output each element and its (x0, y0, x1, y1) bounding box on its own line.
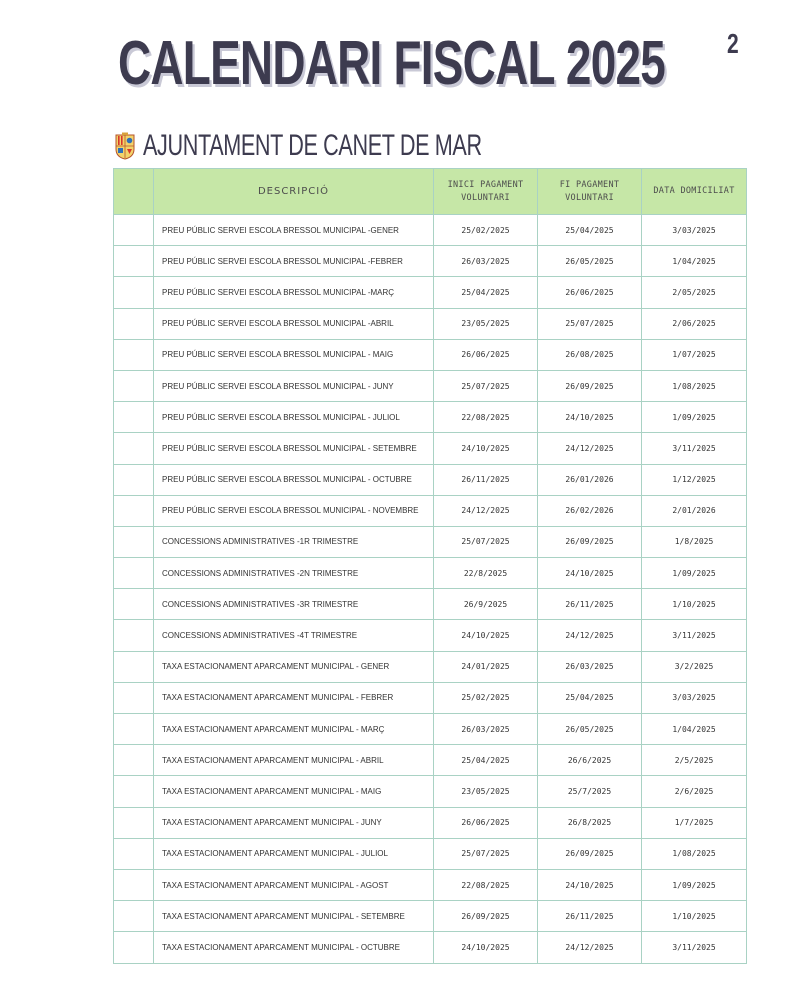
row-marker-cell (114, 807, 154, 838)
column-header-direct-debit-date: DATA DOMICILIAT (642, 169, 747, 215)
start-date-cell: 26/9/2025 (434, 589, 538, 620)
direct-debit-date-cell: 2/05/2025 (642, 277, 747, 308)
row-marker-cell (114, 402, 154, 433)
description-cell: TAXA ESTACIONAMENT APARCAMENT MUNICIPAL - MAIG (154, 776, 434, 807)
end-date-cell: 24/10/2025 (538, 402, 642, 433)
end-date-cell: 26/09/2025 (538, 526, 642, 557)
end-date-cell: 26/8/2025 (538, 807, 642, 838)
start-date-cell: 25/07/2025 (434, 838, 538, 869)
end-date-cell: 26/09/2025 (538, 838, 642, 869)
start-date-cell: 26/03/2025 (434, 714, 538, 745)
description-cell: PREU PÚBLIC SERVEI ESCOLA BRESSOL MUNICIPAL - SETEMBRE (154, 433, 434, 464)
description-cell: TAXA ESTACIONAMENT APARCAMENT MUNICIPAL - OCTUBRE (154, 932, 434, 963)
description-cell: TAXA ESTACIONAMENT APARCAMENT MUNICIPAL - ABRIL (154, 745, 434, 776)
description-cell: TAXA ESTACIONAMENT APARCAMENT MUNICIPAL - JULIOL (154, 838, 434, 869)
start-date-cell: 24/10/2025 (434, 620, 538, 651)
row-marker-cell (114, 776, 154, 807)
table-row (114, 901, 747, 932)
direct-debit-date-cell: 3/2/2025 (642, 651, 747, 682)
end-date-cell: 26/6/2025 (538, 745, 642, 776)
end-date-cell: 26/08/2025 (538, 339, 642, 370)
table-row (114, 215, 747, 246)
start-date-cell: 24/01/2025 (434, 651, 538, 682)
row-marker-cell (114, 869, 154, 900)
description-cell: PREU PÚBLIC SERVEI ESCOLA BRESSOL MUNICIPAL - OCTUBRE (154, 464, 434, 495)
row-marker-cell (114, 370, 154, 401)
page-title: CALENDARI FISCAL 2025 (118, 29, 666, 98)
end-date-cell: 25/04/2025 (538, 682, 642, 713)
start-date-cell: 26/09/2025 (434, 901, 538, 932)
table-row (114, 246, 747, 277)
row-marker-cell (114, 277, 154, 308)
row-marker-cell (114, 682, 154, 713)
end-date-cell: 24/10/2025 (538, 869, 642, 900)
direct-debit-date-cell: 1/12/2025 (642, 464, 747, 495)
row-marker-cell (114, 495, 154, 526)
column-header-end-date: FI PAGAMENT VOLUNTARI (538, 169, 642, 215)
end-date-cell: 26/11/2025 (538, 901, 642, 932)
direct-debit-date-cell: 1/04/2025 (642, 246, 747, 277)
start-date-cell: 25/07/2025 (434, 370, 538, 401)
column-header-start-date: INICI PAGAMENT VOLUNTARI (434, 169, 538, 215)
row-marker-cell (114, 901, 154, 932)
table-row (114, 495, 747, 526)
direct-debit-date-cell: 2/6/2025 (642, 776, 747, 807)
start-date-cell: 24/10/2025 (434, 932, 538, 963)
direct-debit-date-cell: 1/07/2025 (642, 339, 747, 370)
coat-of-arms-icon (113, 132, 137, 160)
end-date-cell: 25/04/2025 (538, 215, 642, 246)
end-date-cell: 26/11/2025 (538, 589, 642, 620)
row-marker-cell (114, 433, 154, 464)
description-cell: TAXA ESTACIONAMENT APARCAMENT MUNICIPAL - JUNY (154, 807, 434, 838)
direct-debit-date-cell: 2/01/2026 (642, 495, 747, 526)
row-marker-cell (114, 651, 154, 682)
table-row (114, 339, 747, 370)
direct-debit-date-cell: 1/09/2025 (642, 402, 747, 433)
end-date-cell: 26/05/2025 (538, 246, 642, 277)
direct-debit-date-cell: 1/04/2025 (642, 714, 747, 745)
end-date-cell: 26/01/2026 (538, 464, 642, 495)
table-row (114, 776, 747, 807)
row-marker-cell (114, 558, 154, 589)
direct-debit-date-cell: 3/11/2025 (642, 620, 747, 651)
table-row (114, 869, 747, 900)
start-date-cell: 22/08/2025 (434, 869, 538, 900)
table-row (114, 932, 747, 963)
row-marker-cell (114, 339, 154, 370)
table-row (114, 526, 747, 557)
table-row (114, 651, 747, 682)
direct-debit-date-cell: 1/08/2025 (642, 370, 747, 401)
description-cell: CONCESSIONS ADMINISTRATIVES -3R TRIMESTRE (154, 589, 434, 620)
start-date-cell: 26/06/2025 (434, 339, 538, 370)
start-date-cell: 25/07/2025 (434, 526, 538, 557)
end-date-cell: 26/06/2025 (538, 277, 642, 308)
description-cell: PREU PÚBLIC SERVEI ESCOLA BRESSOL MUNICIPAL -MARÇ (154, 277, 434, 308)
table-row (114, 433, 747, 464)
direct-debit-date-cell: 2/5/2025 (642, 745, 747, 776)
start-date-cell: 26/11/2025 (434, 464, 538, 495)
end-date-cell: 24/12/2025 (538, 433, 642, 464)
end-date-cell: 26/05/2025 (538, 714, 642, 745)
column-header-blank (114, 169, 154, 215)
description-cell: PREU PÚBLIC SERVEI ESCOLA BRESSOL MUNICIPAL - JULIOL (154, 402, 434, 433)
subtitle-row (113, 126, 613, 166)
table-row (114, 620, 747, 651)
table-header-row (114, 169, 747, 215)
row-marker-cell (114, 464, 154, 495)
description-cell: CONCESSIONS ADMINISTRATIVES -4T TRIMESTRE (154, 620, 434, 651)
table-row (114, 402, 747, 433)
row-marker-cell (114, 246, 154, 277)
table-row (114, 745, 747, 776)
table-row (114, 558, 747, 589)
description-cell: TAXA ESTACIONAMENT APARCAMENT MUNICIPAL - MARÇ (154, 714, 434, 745)
row-marker-cell (114, 215, 154, 246)
end-date-cell: 26/09/2025 (538, 370, 642, 401)
row-marker-cell (114, 620, 154, 651)
row-marker-cell (114, 745, 154, 776)
row-marker-cell (114, 526, 154, 557)
description-cell: CONCESSIONS ADMINISTRATIVES -1R TRIMESTRE (154, 526, 434, 557)
description-cell: TAXA ESTACIONAMENT APARCAMENT MUNICIPAL - GENER (154, 651, 434, 682)
row-marker-cell (114, 714, 154, 745)
row-marker-cell (114, 308, 154, 339)
description-cell: PREU PÚBLIC SERVEI ESCOLA BRESSOL MUNICIPAL -ABRIL (154, 308, 434, 339)
description-cell: TAXA ESTACIONAMENT APARCAMENT MUNICIPAL - AGOST (154, 869, 434, 900)
start-date-cell: 22/8/2025 (434, 558, 538, 589)
table-row (114, 682, 747, 713)
fiscal-calendar-table (113, 168, 747, 964)
table-row (114, 370, 747, 401)
direct-debit-date-cell: 2/06/2025 (642, 308, 747, 339)
column-header-description: DESCRIPCIÓ (154, 169, 434, 215)
start-date-cell: 25/02/2025 (434, 682, 538, 713)
end-date-cell: 24/12/2025 (538, 620, 642, 651)
start-date-cell: 26/06/2025 (434, 807, 538, 838)
start-date-cell: 23/05/2025 (434, 776, 538, 807)
end-date-cell: 26/03/2025 (538, 651, 642, 682)
direct-debit-date-cell: 1/7/2025 (642, 807, 747, 838)
table-row (114, 838, 747, 869)
start-date-cell: 24/12/2025 (434, 495, 538, 526)
table-row (114, 464, 747, 495)
description-cell: PREU PÚBLIC SERVEI ESCOLA BRESSOL MUNICIPAL - NOVEMBRE (154, 495, 434, 526)
row-marker-cell (114, 932, 154, 963)
start-date-cell: 24/10/2025 (434, 433, 538, 464)
direct-debit-date-cell: 3/03/2025 (642, 682, 747, 713)
end-date-cell: 25/7/2025 (538, 776, 642, 807)
description-cell: PREU PÚBLIC SERVEI ESCOLA BRESSOL MUNICIPAL -GENER (154, 215, 434, 246)
description-cell: PREU PÚBLIC SERVEI ESCOLA BRESSOL MUNICIPAL - JUNY (154, 370, 434, 401)
end-date-cell: 26/02/2026 (538, 495, 642, 526)
description-cell: CONCESSIONS ADMINISTRATIVES -2N TRIMESTRE (154, 558, 434, 589)
table-row (114, 714, 747, 745)
direct-debit-date-cell: 1/08/2025 (642, 838, 747, 869)
description-cell: PREU PÚBLIC SERVEI ESCOLA BRESSOL MUNICIPAL -FEBRER (154, 246, 434, 277)
direct-debit-date-cell: 1/09/2025 (642, 558, 747, 589)
direct-debit-date-cell: 1/09/2025 (642, 869, 747, 900)
start-date-cell: 26/03/2025 (434, 246, 538, 277)
end-date-cell: 24/10/2025 (538, 558, 642, 589)
start-date-cell: 25/02/2025 (434, 215, 538, 246)
table-row (114, 589, 747, 620)
direct-debit-date-cell: 1/10/2025 (642, 589, 747, 620)
table-row (114, 308, 747, 339)
direct-debit-date-cell: 1/8/2025 (642, 526, 747, 557)
direct-debit-date-cell: 3/03/2025 (642, 215, 747, 246)
table-row (114, 277, 747, 308)
start-date-cell: 22/08/2025 (434, 402, 538, 433)
end-date-cell: 25/07/2025 (538, 308, 642, 339)
table-row (114, 807, 747, 838)
municipality-subtitle: AJUNTAMENT DE CANET DE MAR (143, 129, 482, 162)
row-marker-cell (114, 838, 154, 869)
direct-debit-date-cell: 3/11/2025 (642, 932, 747, 963)
start-date-cell: 25/04/2025 (434, 745, 538, 776)
start-date-cell: 23/05/2025 (434, 308, 538, 339)
description-cell: TAXA ESTACIONAMENT APARCAMENT MUNICIPAL - FEBRER (154, 682, 434, 713)
row-marker-cell (114, 589, 154, 620)
direct-debit-date-cell: 1/10/2025 (642, 901, 747, 932)
description-cell: TAXA ESTACIONAMENT APARCAMENT MUNICIPAL - SETEMBRE (154, 901, 434, 932)
start-date-cell: 25/04/2025 (434, 277, 538, 308)
direct-debit-date-cell: 3/11/2025 (642, 433, 747, 464)
description-cell: PREU PÚBLIC SERVEI ESCOLA BRESSOL MUNICIPAL - MAIG (154, 339, 434, 370)
end-date-cell: 24/12/2025 (538, 932, 642, 963)
page-number: 2 (727, 28, 739, 59)
